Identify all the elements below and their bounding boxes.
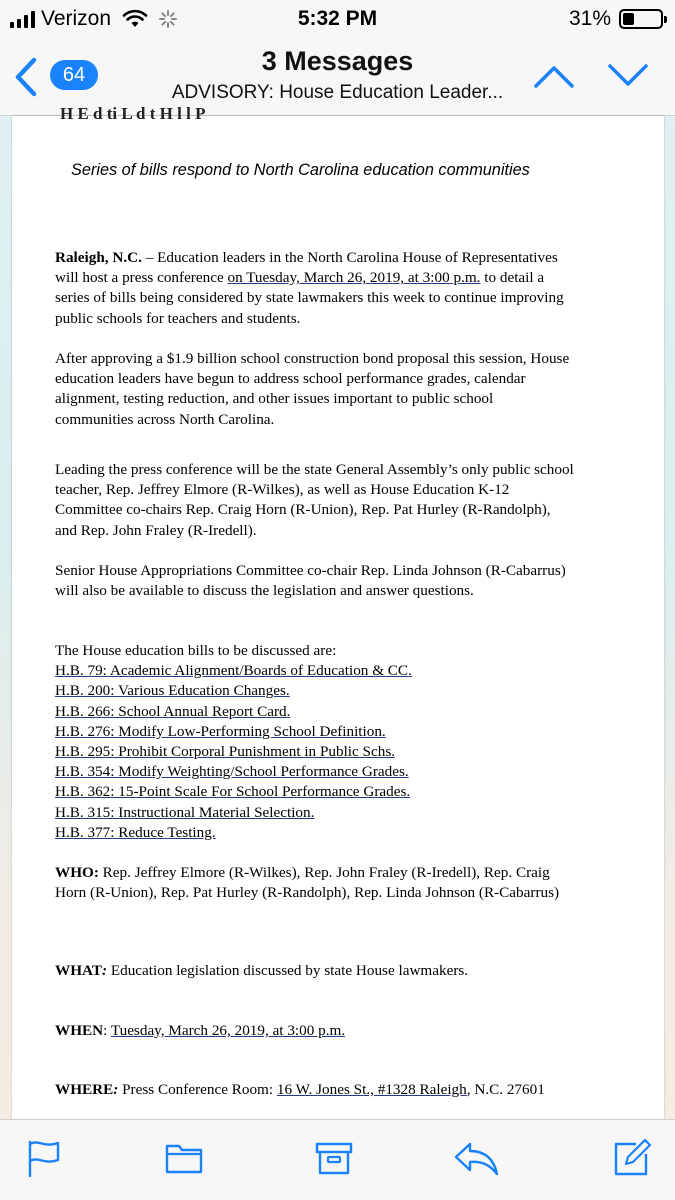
address-link[interactable]: 16 W. Jones St., #1328 Raleigh	[276, 1081, 467, 1098]
when-date-link[interactable]: Tuesday, March 26, 2019, at 3:00 p.m.	[110, 1022, 346, 1039]
bill-link[interactable]: H.B. 276: Modify Low-Performing School Definition.	[55, 722, 386, 740]
bill-link[interactable]: H.B. 315: Instructional Material Selection.	[55, 803, 315, 821]
bill-link[interactable]: H.B. 266: School Annual Report Card.	[55, 702, 291, 720]
bill-link[interactable]: H.B. 354: Modify Weighting/School Performance Grades.	[55, 763, 409, 781]
where-label: WHERE	[55, 1081, 114, 1098]
who-section	[55, 863, 575, 903]
when-label: WHEN	[55, 1022, 104, 1039]
document-page[interactable]	[12, 104, 664, 1119]
status-bar	[0, 0, 675, 40]
status-right	[569, 7, 663, 31]
reply-icon[interactable]	[452, 1138, 500, 1178]
compose-icon[interactable]	[612, 1138, 652, 1178]
thread-title: 3 Messages	[261, 46, 414, 76]
chevron-up-icon[interactable]	[532, 62, 576, 90]
event-date-link[interactable]: on Tuesday, March 26, 2019, at 3:00 p.m.	[227, 269, 481, 287]
bills-intro: The House education bills to be discussed are:	[55, 642, 337, 659]
bill-link[interactable]: H.B. 79: Academic Alignment/Boards of Education & CC.	[55, 662, 412, 680]
battery-icon	[619, 9, 663, 29]
bills-list	[55, 661, 575, 843]
dateline: Raleigh, N.C.	[55, 249, 142, 266]
bill-link[interactable]: H.B. 295: Prohibit Corporal Punishment in Public Schs.	[55, 743, 396, 761]
when-section: WHEN: Tuesday, March 26, 2019, at 3:00 p.m.	[55, 1022, 346, 1039]
flag-icon[interactable]	[24, 1138, 64, 1178]
bill-link[interactable]: H.B. 200: Various Education Changes.	[55, 682, 290, 700]
paragraph-bond: After approving a $1.9 billion school construction bond proposal this session, House education leaders have begun to address school performance grades, calendar alignment, testing reduction, and other issues important to public school communities across North Carolina.	[55, 350, 570, 428]
battery-fill	[623, 13, 634, 25]
bills-section	[55, 641, 575, 843]
paragraph-appropriations: Senior House Appropriations Committee co-chair Rep. Linda Johnson (R-Cabarrus) will also be available to discuss the legislation and answer questions.	[55, 562, 566, 600]
document-subtitle: Series of bills respond to North Carolina education communities	[71, 161, 530, 179]
what-label: WHAT	[55, 962, 102, 979]
back-count-badge[interactable]: 64	[50, 60, 98, 90]
paragraph-leaders: Leading the press conference will be the state General Assembly’s only public school teacher, Rep. Jeffrey Elmore (R-Wilkes), as well as House Education K-12 Committee co-chairs Rep. Craig Horn (R-Union), Rep. Pat Hurley (R-Randolph), and Rep. John Fraley (R-Iredell).	[55, 461, 574, 539]
what-text: Education legislation discussed by state House lawmakers.	[107, 962, 469, 979]
paragraph-intro: Raleigh, N.C. – Education leaders in the North Carolina House of Representatives will host a press conference on Tuesday, March 26, 2019, at 3:00 p.m. to detail a series of bills being considered by state lawmakers this week to continue improving public schools for teachers and students.	[55, 249, 564, 327]
who-label: WHO:	[55, 864, 99, 881]
bill-link[interactable]: H.B. 362: 15-Point Scale For School Performance Grades.	[55, 783, 411, 801]
thread-subject: ADVISORY: House Education Leader...	[171, 82, 504, 103]
chevron-down-icon[interactable]	[606, 62, 650, 90]
where-section: WHERE: Press Conference Room: 16 W. Jones St., #1328 Raleigh, N.C. 27601	[55, 1081, 545, 1098]
bill-link[interactable]: H.B. 377: Reduce Testing.	[55, 823, 216, 841]
what-section: WHAT: Education legislation discussed by state House lawmakers.	[55, 962, 469, 979]
bottom-toolbar	[0, 1119, 675, 1200]
carrier-name: Verizon	[41, 7, 112, 30]
status-time: 5:32 PM	[297, 7, 378, 30]
who-text: Rep. Jeffrey Elmore (R-Wilkes), Rep. John Fraley (R-Iredell), Rep. Craig Horn (R-Union), Rep. Pat Hurley (R-Randolph), Rep. Linda Johnson (R-Cabarrus)	[55, 864, 560, 902]
battery-percent: 31%	[568, 7, 611, 30]
archive-icon[interactable]	[314, 1138, 354, 1178]
cut-off-heading: H E d ti L d t H l l P	[60, 104, 206, 123]
folder-icon[interactable]	[164, 1138, 204, 1178]
